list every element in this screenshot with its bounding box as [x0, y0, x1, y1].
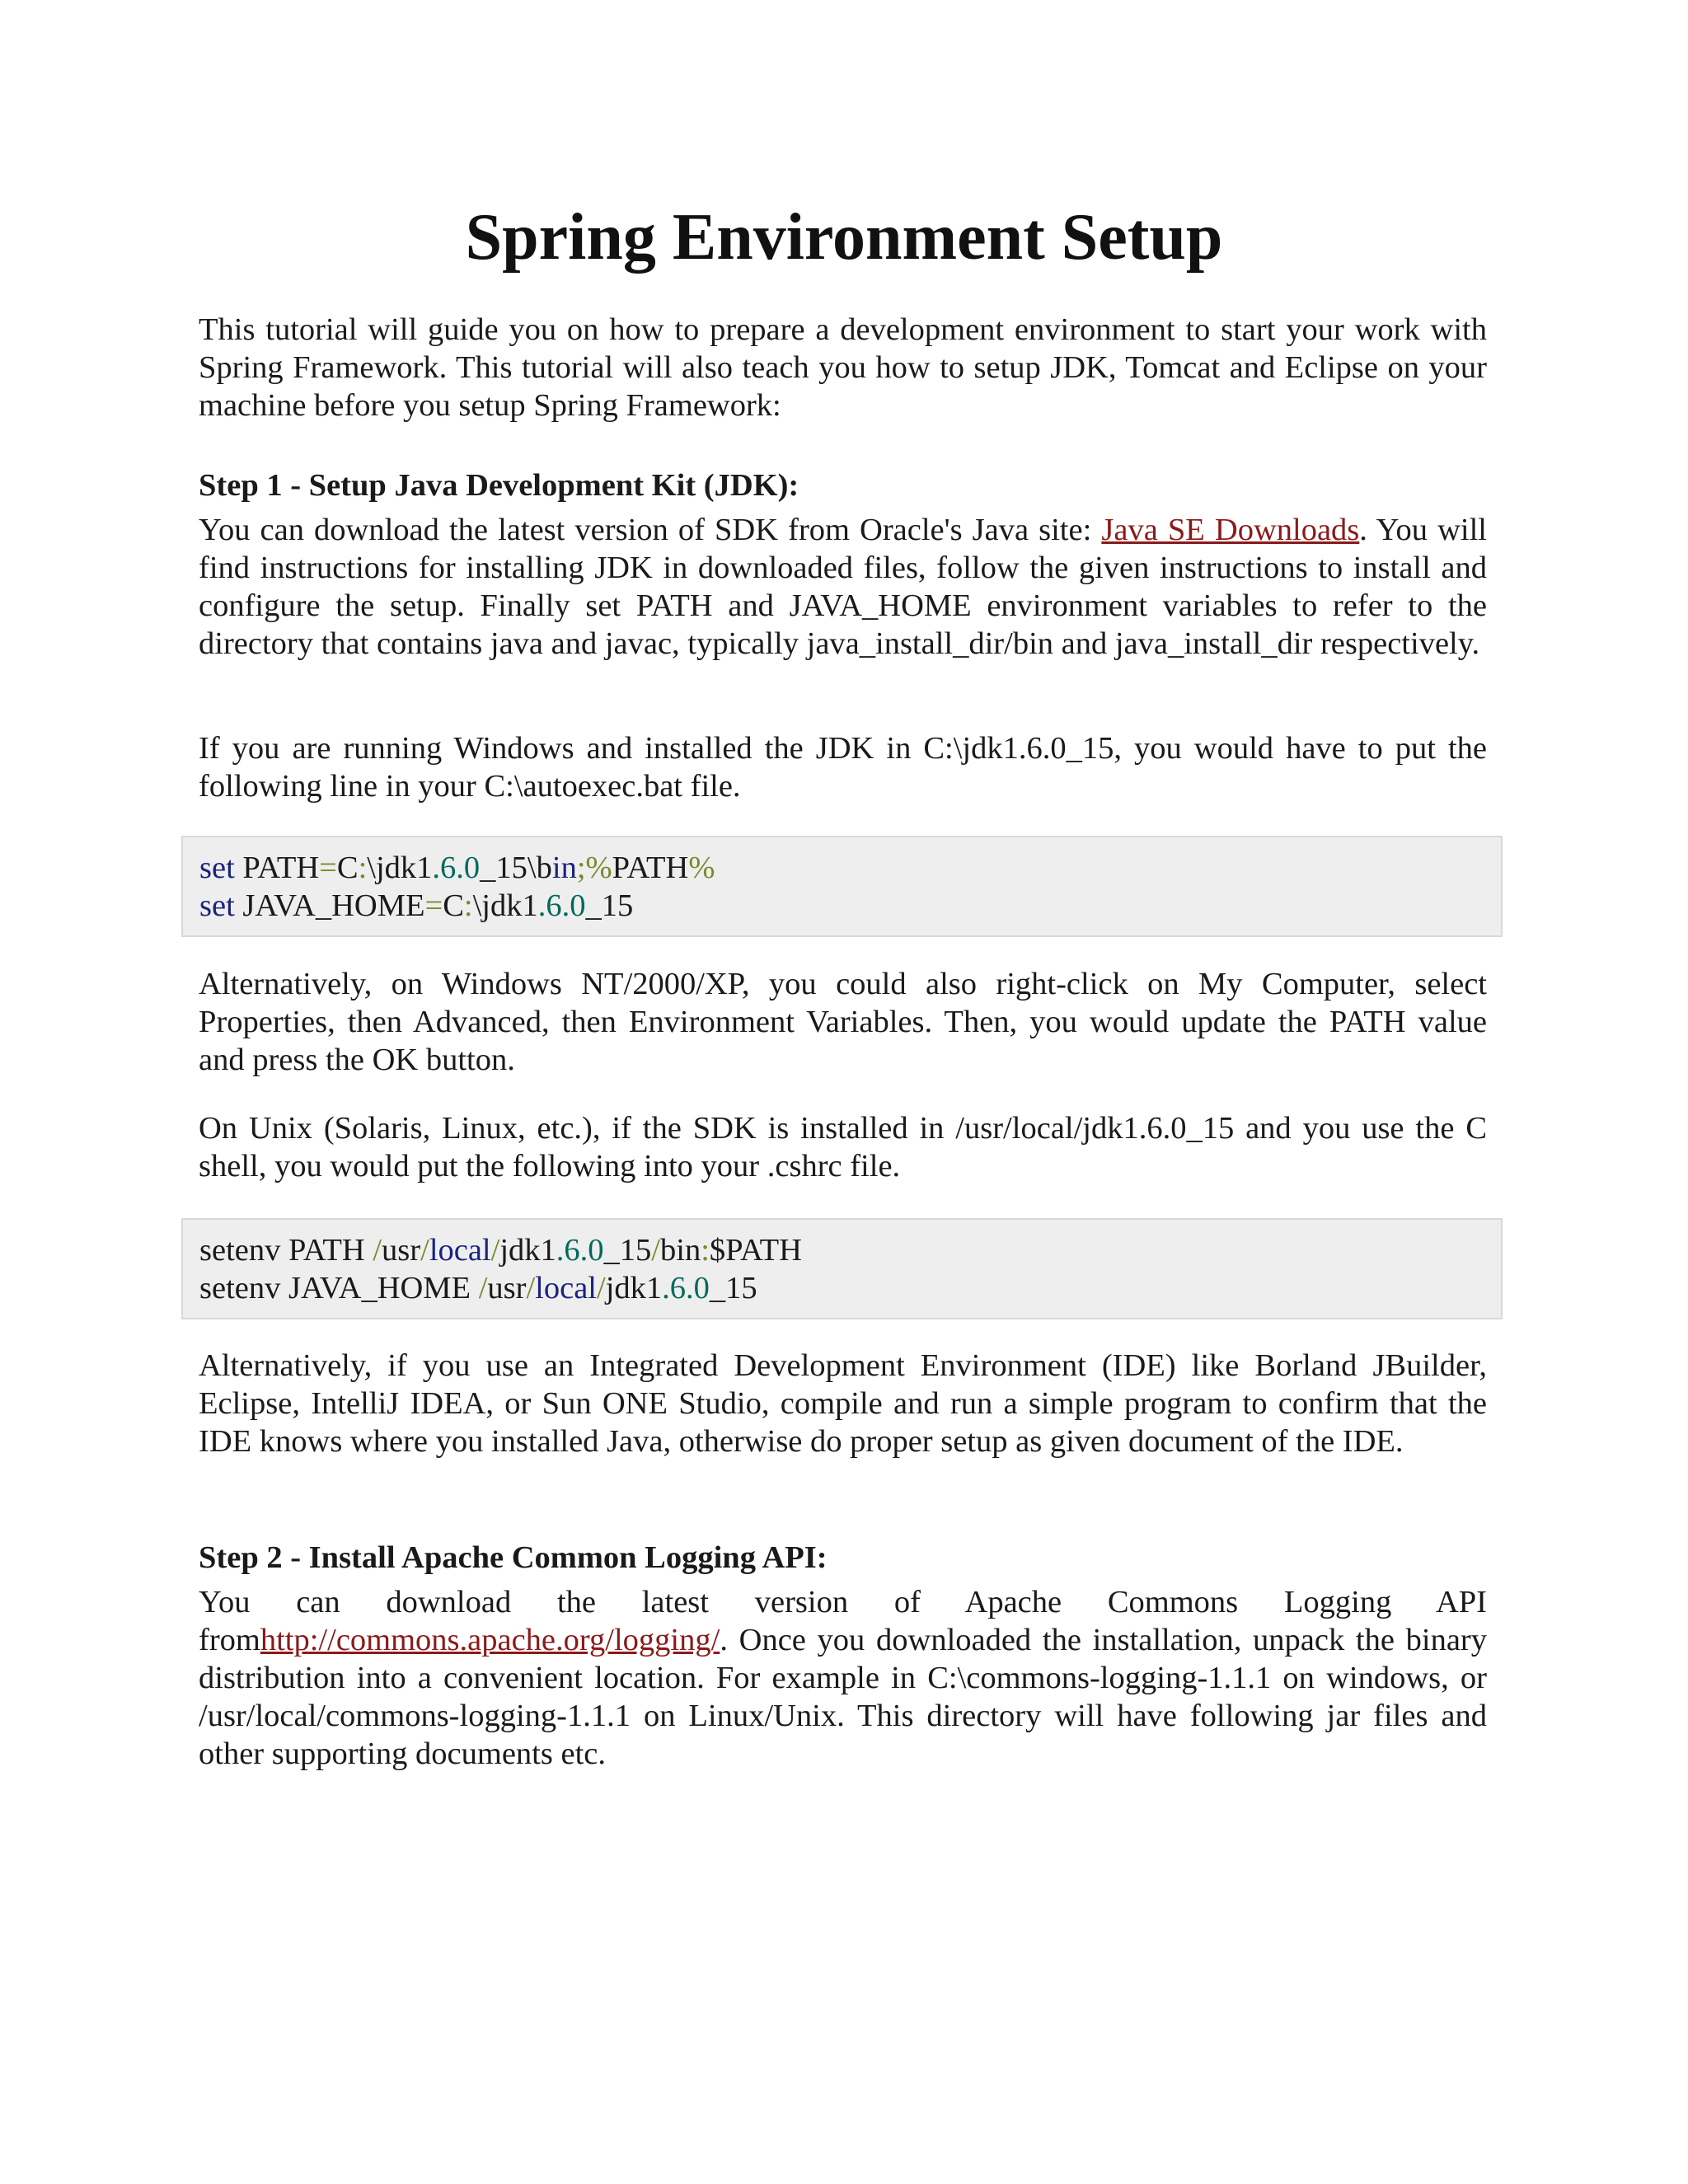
step1-heading: Step 1 - Setup Java Development Kit (JDK):: [199, 468, 799, 503]
step1-p1-text: You can download the latest version of SDK from Oracle's Java site:: [199, 513, 1102, 547]
step1-p1-text-after: . You will find instructions for installing JDK in downloaded files, follow the given instructions to install and configure the setup. Finally set PATH and JAVA_HOME environment variables to refer to the directory that contains java and javac, typically java_install_dir/bin and java_install_dir respectively.: [199, 513, 1487, 661]
step1-paragraph-unix: On Unix (Solaris, Linux, etc.), if the SDK is installed in /usr/local/jdk1.6.0_15 and you use the C shell, you would put the following into your .cshrc file.: [199, 1111, 1487, 1183]
code-line: set JAVA_HOME=C:\jdk1.6.0_15: [199, 888, 634, 923]
step2-p1-text-after: . Once you downloaded the installation, unpack the binary distribution into a convenient location. For example in C:\commons-logging-1.1.1 on windows, or /usr/local/commons-logging-1.1.1 on Linux/Unix. This directory will have following jar files and other supporting documents etc.: [199, 1623, 1487, 1771]
code-block-windows: [181, 836, 1503, 937]
java-se-downloads-link[interactable]: Java SE Downloads: [1101, 513, 1360, 547]
step2-p1-text: You can download the latest version of Apache Commons Logging API from: [199, 1585, 1487, 1657]
step1-paragraph-ide: Alternatively, if you use an Integrated Development Environment (IDE) like Borland JBuilder, Eclipse, IntelliJ IDEA, or Sun ONE Studio, compile and run a simple program to confirm that the IDE knows where you installed Java, otherwise do proper setup as given document of the IDE.: [199, 1348, 1487, 1459]
step2-heading: Step 2 - Install Apache Common Logging API:: [199, 1540, 828, 1575]
intro-paragraph: This tutorial will guide you on how to prepare a development environment to start your work with Spring Framework. This tutorial will also teach you how to setup JDK, Tomcat and Eclipse on your machine before you setup Spring Framework:: [199, 312, 1487, 423]
step1-paragraph-windows: If you are running Windows and installed the JDK in C:\jdk1.6.0_15, you would have to put the following line in your C:\autoexec.bat file.: [199, 731, 1487, 804]
commons-logging-link[interactable]: http://commons.apache.org/logging/: [260, 1623, 720, 1657]
step1-paragraph-alternative-windows: Alternatively, on Windows NT/2000/XP, you could also right-click on My Computer, select Properties, then Advanced, then Environment Variables. Then, you would update the PATH value and press the OK button.: [199, 967, 1487, 1077]
code-line: setenv JAVA_HOME /usr/local/jdk1.6.0_15: [199, 1271, 757, 1305]
step2-paragraph: [199, 1583, 1487, 1773]
code-block-unix: [181, 1218, 1503, 1319]
code-line: setenv PATH /usr/local/jdk1.6.0_15/bin:$PATH: [199, 1233, 802, 1268]
page-title: Spring Environment Setup: [465, 201, 1223, 274]
step1-paragraph-download: [199, 511, 1487, 663]
code-line: set PATH=C:\jdk1.6.0_15\bin;%PATH%: [199, 851, 715, 885]
